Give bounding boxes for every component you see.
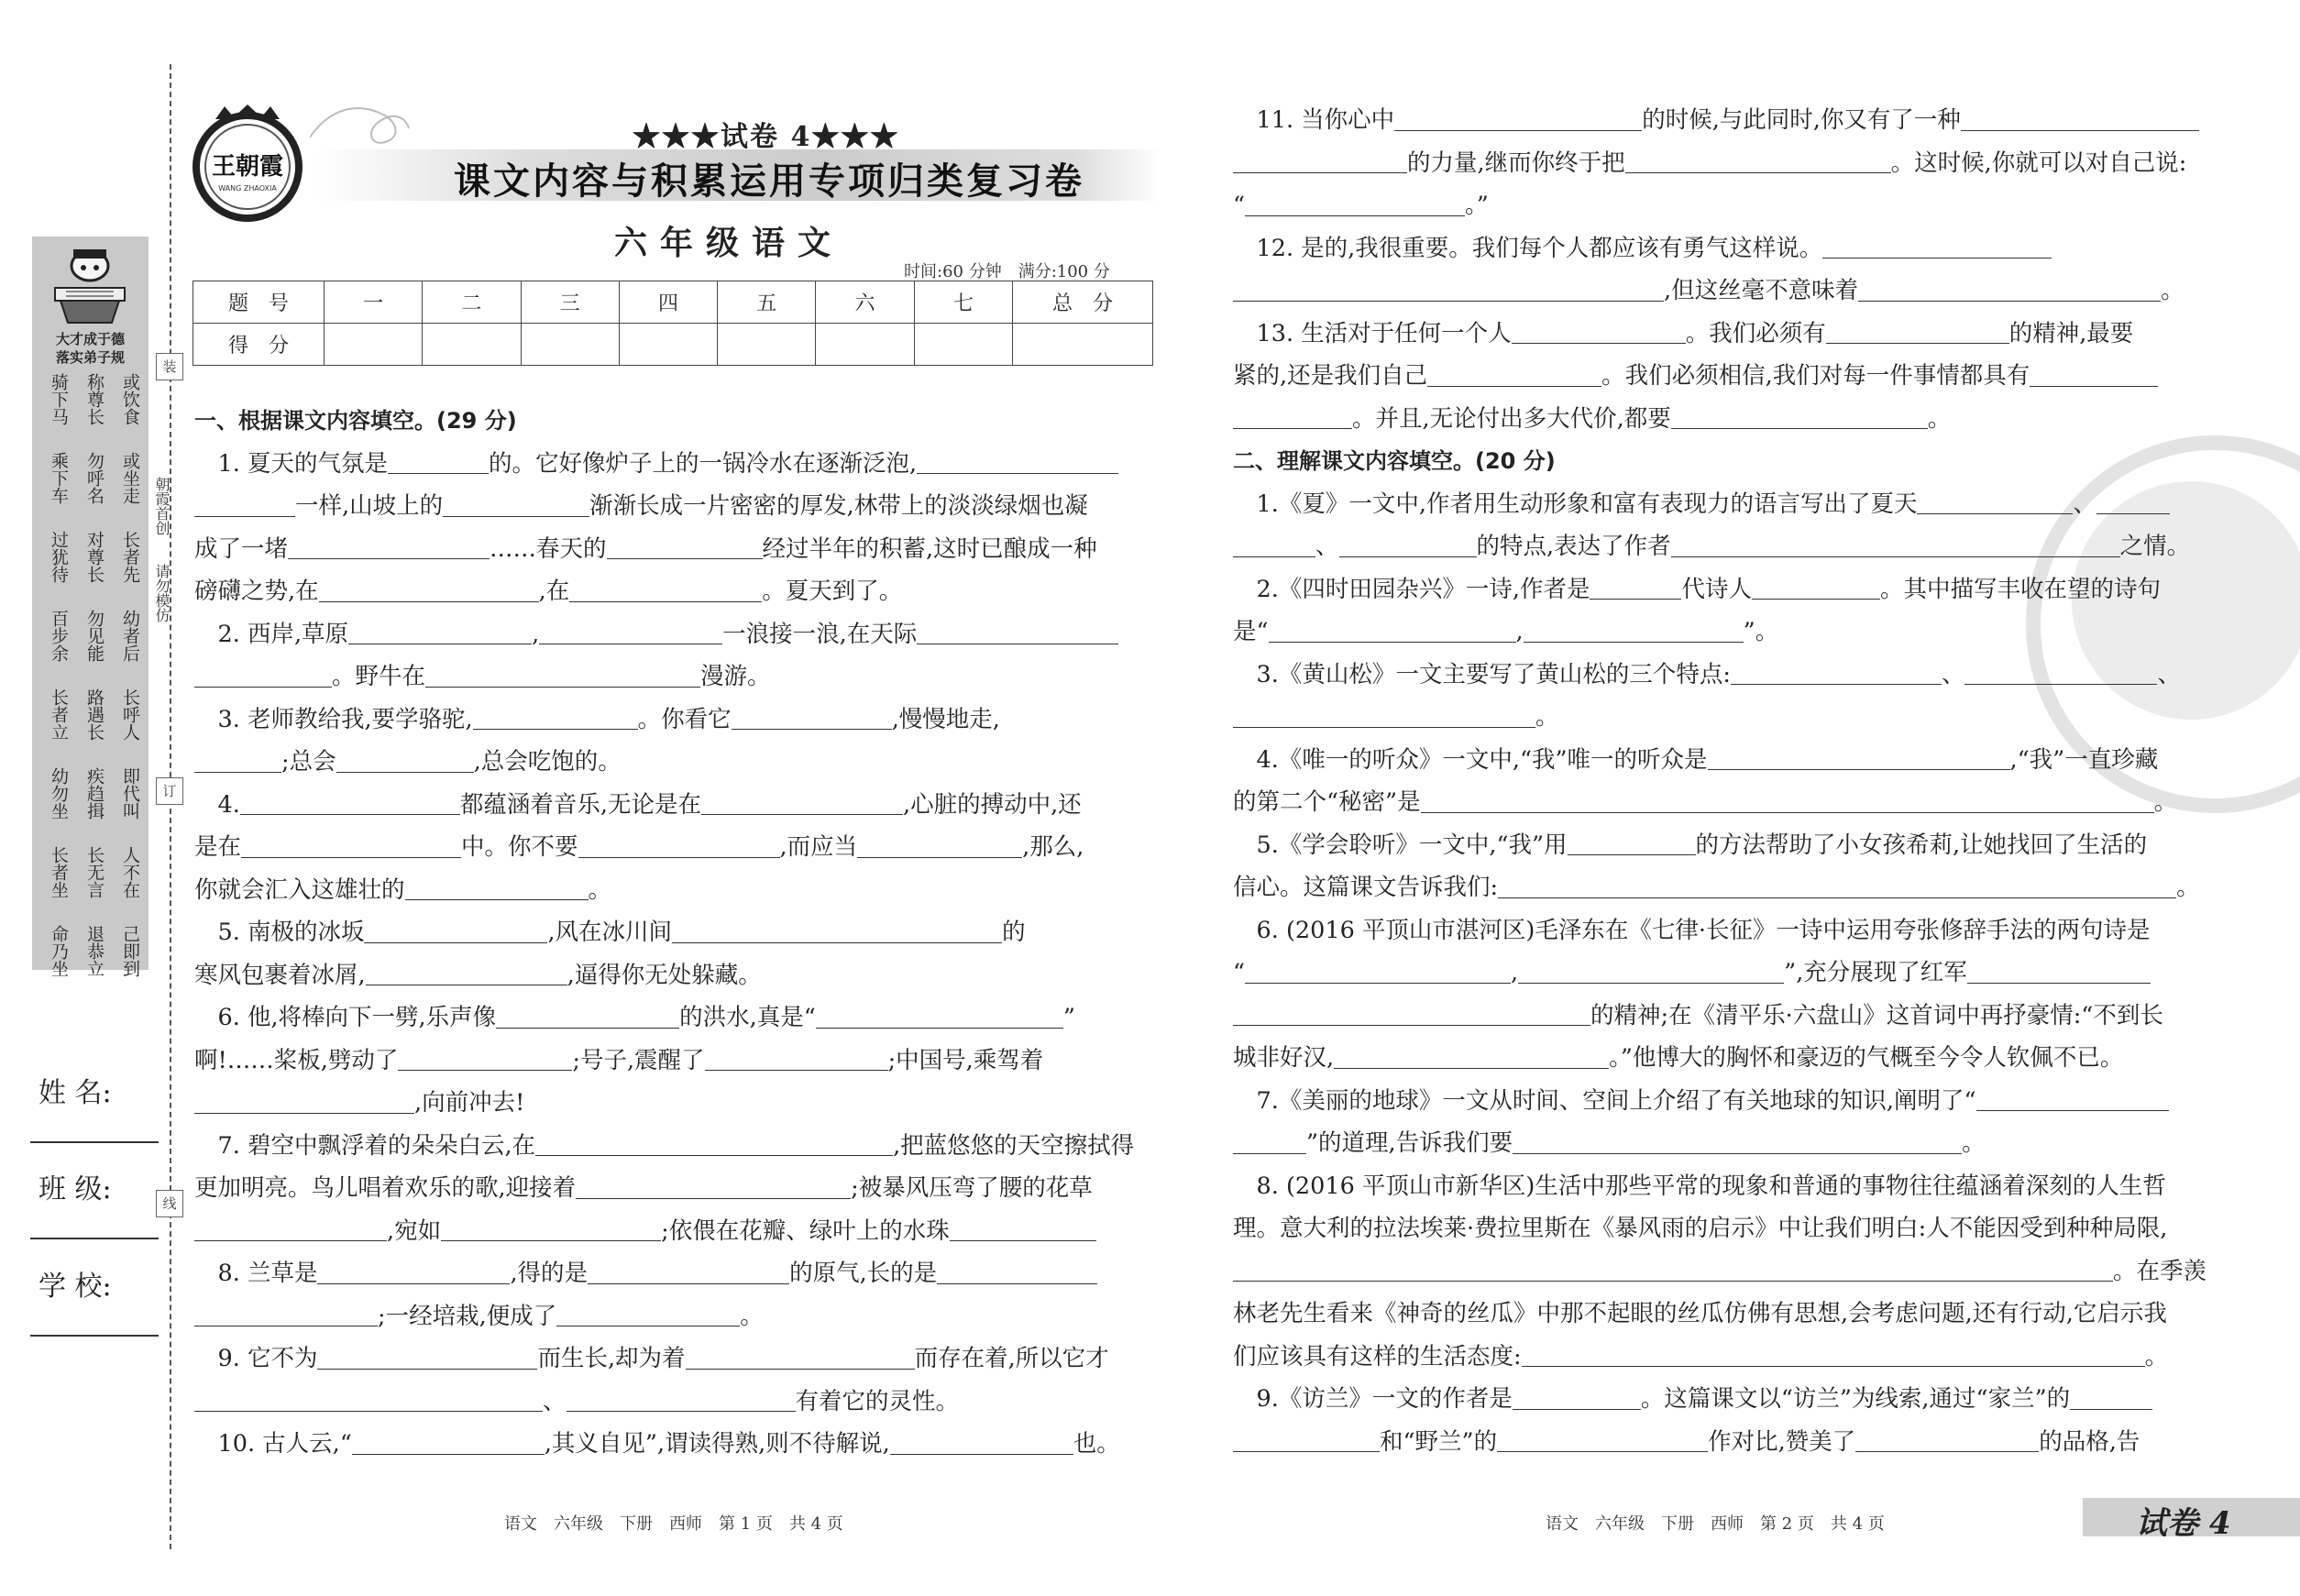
- score-cell[interactable]: [718, 324, 816, 366]
- answer-blank[interactable]: [1671, 405, 1928, 430]
- answer-blank[interactable]: [1625, 149, 1891, 174]
- score-header-cell: 三: [521, 281, 619, 324]
- q3-line: ;总会 ,总会吃饱的。: [194, 741, 1157, 784]
- answer-blank[interactable]: [1518, 959, 1784, 984]
- answer-blank[interactable]: [352, 1430, 545, 1455]
- answer-blank[interactable]: [1917, 490, 2073, 515]
- answer-blank[interactable]: [1858, 277, 2161, 302]
- motto-verse: 百步余: [49, 609, 69, 662]
- answer-blank[interactable]: [1752, 576, 1880, 600]
- answer-blank[interactable]: [1233, 533, 1315, 557]
- answer-blank[interactable]: [194, 1388, 543, 1413]
- q2-2-line: 2.《四时田园杂兴》一诗,作者是 代诗人 。其中描写丰收在望的诗句: [1256, 575, 2161, 603]
- answer-blank[interactable]: [732, 706, 892, 731]
- q2-8-line: 们应该具有这样的生活态度: 。: [1233, 1342, 2169, 1370]
- answer-blank[interactable]: [194, 663, 332, 688]
- motto-verse: 路遇长: [84, 688, 105, 741]
- side-note-original: 朝霞首创: [153, 477, 171, 535]
- answer-blank[interactable]: [1233, 149, 1407, 174]
- answer-blank[interactable]: [1421, 788, 2154, 813]
- school-field[interactable]: [30, 1335, 159, 1337]
- name-label: 姓 名:: [39, 1077, 112, 1109]
- answer-blank[interactable]: [1708, 746, 2010, 771]
- answer-blank[interactable]: [241, 833, 461, 858]
- answer-blank[interactable]: [1826, 320, 2009, 345]
- q8-line: ;一经培栽,便成了 。: [194, 1295, 1157, 1338]
- q7-line: 7. 碧空中飘浮着的朵朵白云,在 ,把蓝悠悠的天空擦拭得: [217, 1131, 1135, 1160]
- answer-blank[interactable]: [2030, 362, 2158, 387]
- score-header-cell: 五: [718, 281, 816, 324]
- answer-blank[interactable]: [319, 578, 539, 602]
- answer-blank[interactable]: [1967, 959, 2151, 984]
- section-2-heading: 二、理解课文内容填空。(20 分): [1233, 448, 1556, 474]
- answer-blank[interactable]: [405, 876, 589, 901]
- answer-blank[interactable]: [364, 919, 547, 943]
- fold-mark-1: 装: [156, 353, 183, 380]
- q2-4-line: 4.《唯一的听众》一文中,“我”唯一的听众是 ,“我”一直珍藏: [1256, 745, 2159, 774]
- school-label: 学 校:: [39, 1271, 112, 1303]
- answer-blank[interactable]: [1245, 192, 1465, 216]
- score-table-score-row: [193, 324, 1153, 366]
- q2-6-line: 6. (2016 平顶山市湛河区)毛泽东在《七律·长征》一诗中运用夸张修辞手法的两句诗是: [1256, 916, 2151, 944]
- answer-blank[interactable]: [441, 1217, 661, 1242]
- q13-line: 。并且,无论付出多大代价,都要 。: [1233, 398, 2195, 441]
- motto-verse: 或饮食: [120, 372, 140, 425]
- q2-5-line: 5.《学会聆听》一文中,“我”用 的方法帮助了小女孩希莉,让她找回了生活的: [1256, 831, 2148, 859]
- motto-verse-group: [41, 682, 140, 746]
- q2-line: 。野牛在 漫游。: [194, 655, 1157, 699]
- answer-blank[interactable]: [917, 450, 1118, 475]
- score-header-cell: 二: [423, 281, 521, 324]
- answer-blank[interactable]: [857, 833, 1022, 858]
- answer-blank[interactable]: [1245, 959, 1511, 984]
- score-cell[interactable]: [521, 324, 619, 366]
- answer-blank[interactable]: [578, 833, 780, 858]
- answer-blank[interactable]: [1339, 533, 1477, 557]
- q6-line: 啊!……桨板,劈动了 ;号子,震醒了 ;中国号,乘驾着: [194, 1046, 1044, 1074]
- score-cell[interactable]: [914, 324, 1012, 366]
- q2-line: 2. 西岸,草原 , 一浪接一浪,在天际: [194, 613, 1157, 656]
- answer-blank[interactable]: [1427, 362, 1601, 387]
- answer-blank[interactable]: [388, 450, 489, 475]
- q6-line: ,向前冲去!: [194, 1082, 1157, 1125]
- motto-verse: 己即到: [120, 924, 140, 977]
- answer-blank[interactable]: [950, 1217, 1096, 1242]
- q11-line: “ 。”: [1233, 192, 1489, 219]
- section-1-heading: 一、根据课文内容填空。(29 分): [194, 408, 517, 434]
- answer-blank[interactable]: [194, 492, 295, 517]
- answer-blank[interactable]: [1498, 874, 2176, 898]
- motto-verse: 长者先: [120, 530, 140, 583]
- answer-blank[interactable]: [496, 1004, 679, 1029]
- score-cell[interactable]: [816, 324, 914, 366]
- fold-mark-2: 订: [156, 777, 183, 805]
- answer-blank[interactable]: [1269, 618, 1516, 643]
- left-column: [194, 400, 1157, 1466]
- q11-line: 11. 当你心中 的时候,与此同时,你又有了一种: [1233, 99, 2195, 142]
- q9-line: 9. 它不为 而生长,却为着 而存在着,所以它才: [217, 1345, 1109, 1372]
- q2-6-line: “ , ”,充分展现了红军: [1233, 952, 2195, 995]
- answer-blank[interactable]: [1524, 618, 1744, 643]
- q12-line: ,但这丝毫不意味着 。: [1233, 270, 2195, 313]
- q2-8-line: 8. (2016 平顶山市新华区)生活中那些平常的现象和普通的事物往往蕴涵着深刻的人生哲: [1256, 1172, 2166, 1200]
- q2-3-line: 3.《黄山松》一文主要写了黄山松的三个特点: 、 、: [1256, 660, 2181, 688]
- answer-blank[interactable]: [1233, 1129, 1306, 1154]
- page-title: 课文内容与积累运用专项归类复习卷: [454, 160, 1084, 203]
- motto-verse: 长无言: [84, 845, 105, 898]
- answer-blank[interactable]: [1233, 703, 1535, 728]
- answer-blank[interactable]: [1855, 1428, 2039, 1453]
- q4-line: 是在 中。你不要 ,而应当 ,那么,: [194, 833, 1084, 861]
- answer-blank[interactable]: [567, 1388, 796, 1413]
- answer-blank[interactable]: [701, 791, 903, 816]
- q2-5-line: 信心。这篇课文告诉我们: 。: [1233, 874, 2200, 901]
- q2-9-line: 9.《访兰》一文的作者是 。这篇课文以“访兰”为线索,通过“家兰”的: [1233, 1378, 2195, 1421]
- q1-line: 磅礴之势,在 ,在 。夏天到了。: [194, 578, 903, 605]
- motto-verse-group: [41, 524, 140, 589]
- answer-blank[interactable]: [1497, 1428, 1708, 1453]
- motto-verses: [41, 367, 140, 977]
- answer-blank[interactable]: [569, 578, 762, 602]
- motto-verse: 命乃坐: [49, 924, 69, 977]
- answer-blank[interactable]: [1334, 1044, 1609, 1069]
- q12-line: 12. 是的,我很重要。我们每个人都应该有勇气这样说。: [1233, 227, 2195, 270]
- answer-blank[interactable]: [1568, 831, 1696, 856]
- answer-blank[interactable]: [1731, 661, 1942, 686]
- answer-blank[interactable]: [1512, 320, 1686, 345]
- q7-line: 更加明亮。鸟儿唱着欢乐的歌,迎接着 ;被暴风压弯了腰的花草: [194, 1174, 1093, 1202]
- answer-blank[interactable]: [556, 1303, 740, 1327]
- score-header-cell: 四: [619, 281, 717, 324]
- grade-subject: 六年级语文: [614, 224, 844, 262]
- answer-blank[interactable]: [917, 621, 1118, 645]
- q2-7-line: 7.《美丽的地球》一文从时间、空间上介绍了有关地球的知识,阐明了“: [1233, 1080, 2195, 1123]
- motto-verse: 勿呼名: [84, 451, 105, 504]
- q2-9-line: 和“野兰”的 作对比,赞美了 的品格,告: [1233, 1421, 2195, 1464]
- motto-title: [39, 330, 142, 367]
- motto-verse: 幼者后: [120, 609, 140, 662]
- q8-line: 8. 兰草是 ,得的是 的原气,长的是: [194, 1252, 1157, 1295]
- q1-line: 一样,山坡上的 渐渐长成一片密密的厚发,林带上的淡淡绿烟也凝: [194, 485, 1157, 528]
- answer-blank[interactable]: [1233, 1002, 1590, 1027]
- paper-tag-label: 试卷 4: [2136, 1505, 2231, 1542]
- footer-page-2: 语文 六年级 下册 西师 第 2 页 共 4 页: [1546, 1514, 1885, 1534]
- binding-fold-line: [170, 64, 171, 1549]
- motto-verse: 称尊长: [84, 372, 105, 425]
- q9-line: 、 有着它的灵性。: [194, 1381, 1157, 1424]
- answer-blank[interactable]: [398, 1047, 572, 1072]
- answer-blank[interactable]: [1961, 106, 2199, 131]
- paper-number: ★★★试卷 4★★★: [633, 121, 900, 153]
- answer-blank[interactable]: [288, 535, 490, 560]
- motto-verse: 过犹待: [49, 530, 69, 583]
- motto-verse: 幼勿坐: [49, 766, 69, 820]
- student-figure-icon: [48, 246, 132, 326]
- q2-8-line: 林老先生看来《神奇的丝瓜》中那不起眼的丝瓜仿佛有思想,会考虑问题,还有行动,它启示我: [1233, 1300, 2167, 1327]
- q2-1-line: 、 的特点,表达了作者 之情。: [1233, 525, 2195, 568]
- answer-blank[interactable]: [366, 962, 567, 986]
- q10-line: 10. 古人云,“ ,其义自见”,谓读得熟,则不待解说, 也。: [217, 1430, 1120, 1458]
- score-cell[interactable]: [619, 324, 717, 366]
- answer-blank[interactable]: [1822, 235, 2052, 259]
- answer-blank[interactable]: [1233, 1428, 1380, 1453]
- brand-logo: [188, 103, 307, 222]
- logo-subtext: WANG ZHAOXIA: [218, 184, 277, 193]
- ribbon-decoration: [310, 101, 411, 156]
- motto-verse: 长者立: [49, 688, 69, 741]
- motto-verse: 长呼人: [120, 688, 140, 741]
- q13-line: 13. 生活对于任何一个人 。我们必须有 的精神,最要: [1256, 319, 2134, 347]
- score-table: [193, 281, 1153, 366]
- q13-line: 紧的,还是我们自己 。我们必须相信,我们对每一件事情都具有: [1233, 355, 2195, 398]
- q2-2-line: 是“ , ”。: [1233, 618, 1779, 645]
- score-header-cell: 七: [914, 281, 1012, 324]
- q4-line: 你就会汇入这雄壮的 。: [194, 875, 612, 904]
- score-row-label: 得 分: [193, 324, 325, 366]
- q5-line: 寒风包裹着冰屑, ,逼得你无处躲藏。: [194, 961, 762, 989]
- motto-verse: 勿见能: [84, 609, 105, 662]
- motto-verse: 或坐走: [120, 451, 140, 504]
- q6-line: 6. 他,将棒向下一劈,乐声像 的洪水,真是“ ”: [217, 1004, 1075, 1031]
- answer-blank[interactable]: [1671, 533, 2120, 557]
- logo-text: 王朝霞: [211, 153, 284, 181]
- answer-blank[interactable]: [576, 1174, 851, 1199]
- answer-blank[interactable]: [1522, 1343, 2145, 1368]
- motto-verse-group: [41, 919, 140, 983]
- q2-4-line: 的第二个“秘密”是 。: [1233, 788, 2178, 816]
- motto-verse: 即代叫: [120, 766, 140, 820]
- motto-title-line-2: 落实弟子规: [55, 349, 125, 366]
- q2-6-line: 城非好汉, 。”他博大的胸怀和豪迈的气概至今令人钦佩不已。: [1233, 1044, 2124, 1072]
- answer-blank[interactable]: [443, 492, 589, 517]
- answer-blank[interactable]: [194, 1303, 378, 1327]
- answer-blank[interactable]: [588, 1260, 789, 1284]
- answer-blank[interactable]: [2096, 490, 2170, 515]
- answer-blank[interactable]: [336, 748, 474, 773]
- answer-blank[interactable]: [317, 1345, 537, 1370]
- motto-verse-group: [41, 840, 140, 904]
- answer-blank[interactable]: [1513, 1385, 1641, 1410]
- score-table-header-row: [193, 281, 1153, 324]
- score-header-cell: 题 号: [193, 281, 325, 324]
- answer-blank[interactable]: [1233, 405, 1352, 430]
- answer-blank[interactable]: [1976, 1087, 2169, 1112]
- motto-verse: 乘下车: [49, 451, 69, 504]
- motto-verse: 疾趋揖: [84, 766, 105, 820]
- score-header-cell: 六: [816, 281, 914, 324]
- answer-blank[interactable]: [607, 535, 763, 560]
- answer-blank[interactable]: [194, 748, 281, 773]
- class-label: 班 级:: [39, 1173, 112, 1205]
- q2-7-line: ”的道理,告诉我们要 。: [1233, 1122, 2195, 1165]
- answer-blank[interactable]: [705, 1047, 888, 1072]
- q3-line: 3. 老师教给我,要学骆驼, 。你看它 ,慢慢地走,: [217, 705, 1000, 733]
- answer-blank[interactable]: [937, 1260, 1097, 1284]
- q11-line: 的力量,继而你终于把 。这时候,你就可以对自己说:: [1233, 142, 2195, 185]
- answer-blank[interactable]: [1233, 277, 1664, 302]
- answer-blank[interactable]: [1513, 1129, 1962, 1154]
- answer-blank[interactable]: [1590, 576, 1681, 600]
- q2-8-line: 理。意大利的拉法埃莱·费拉里斯在《暴风雨的启示》中让我们明白:人不能因受到种种局限,: [1233, 1215, 2168, 1242]
- motto-verse-group: [41, 446, 140, 510]
- answer-blank[interactable]: [1233, 1258, 2113, 1282]
- answer-blank[interactable]: [194, 1089, 414, 1114]
- q4-line: 4. 都蕴涵着音乐,无论是在 ,心脏的搏动中,还: [217, 790, 1082, 819]
- motto-verse: 对尊长: [84, 530, 105, 583]
- motto-verse-group: [41, 761, 140, 825]
- score-cell[interactable]: [423, 324, 521, 366]
- answer-blank[interactable]: [2070, 1385, 2152, 1410]
- motto-verse: 退恭立: [84, 924, 105, 977]
- answer-blank[interactable]: [348, 621, 532, 645]
- answer-blank[interactable]: [317, 1260, 510, 1284]
- q2-1-line: 1.《夏》一文中,作者用生动形象和富有表现力的语言写出了夏天 、: [1233, 483, 2195, 526]
- q5-line: 5. 南极的冰坂 ,风在冰川间 的: [217, 919, 1026, 946]
- answer-blank[interactable]: [194, 1217, 387, 1242]
- motto-verse: 人不在: [120, 845, 140, 898]
- motto-title-line-1: 大才成于德: [55, 331, 125, 347]
- score-cell[interactable]: [325, 324, 423, 366]
- answer-blank[interactable]: [672, 919, 1002, 943]
- answer-blank[interactable]: [890, 1430, 1073, 1455]
- answer-blank[interactable]: [816, 1004, 1063, 1029]
- score-header-cell: 总 分: [1013, 281, 1153, 324]
- answer-blank[interactable]: [539, 621, 722, 645]
- q2-6-line: 的精神;在《清平乐·六盘山》这首词中再抒豪情:“不到长: [1233, 995, 2195, 1038]
- q2-8-line: 。在季羡: [1233, 1250, 2195, 1293]
- answer-blank[interactable]: [473, 706, 638, 731]
- answer-blank[interactable]: [1964, 661, 2157, 686]
- motto-verse-group: [41, 367, 140, 431]
- fold-mark-3: 线: [156, 1190, 183, 1217]
- name-field[interactable]: [30, 1141, 159, 1143]
- score-cell[interactable]: [1013, 324, 1153, 366]
- right-column: [1233, 99, 2207, 1463]
- answer-blank[interactable]: [686, 1345, 915, 1370]
- time-and-score-info: 时间:60 分钟 满分:100 分: [904, 262, 1110, 281]
- q1-line: 成了一堵 ……春天的 经过半年的积蓄,这时已酿成一种: [194, 534, 1097, 563]
- q7-line: ,宛如 ;依偎在花瓣、绿叶上的水珠: [194, 1210, 1157, 1253]
- motto-verse: 长者坐: [49, 845, 69, 898]
- side-note-no-copy: 请勿模仿: [153, 564, 171, 622]
- answer-blank[interactable]: [240, 791, 460, 816]
- class-field[interactable]: [30, 1238, 159, 1239]
- q1-line: 1. 夏天的气氛是 的。它好像炉子上的一锅冷水在逐渐泛泡,: [194, 443, 1157, 486]
- motto-verse: 骑下马: [49, 372, 69, 425]
- answer-blank[interactable]: [1394, 106, 1642, 131]
- answer-blank[interactable]: [425, 663, 700, 688]
- motto-verse-group: [41, 603, 140, 667]
- score-header-cell: 一: [325, 281, 423, 324]
- q2-3-line: 。: [1233, 696, 2195, 739]
- footer-page-1: 语文 六年级 下册 西师 第 1 页 共 4 页: [504, 1514, 843, 1534]
- answer-blank[interactable]: [535, 1132, 893, 1157]
